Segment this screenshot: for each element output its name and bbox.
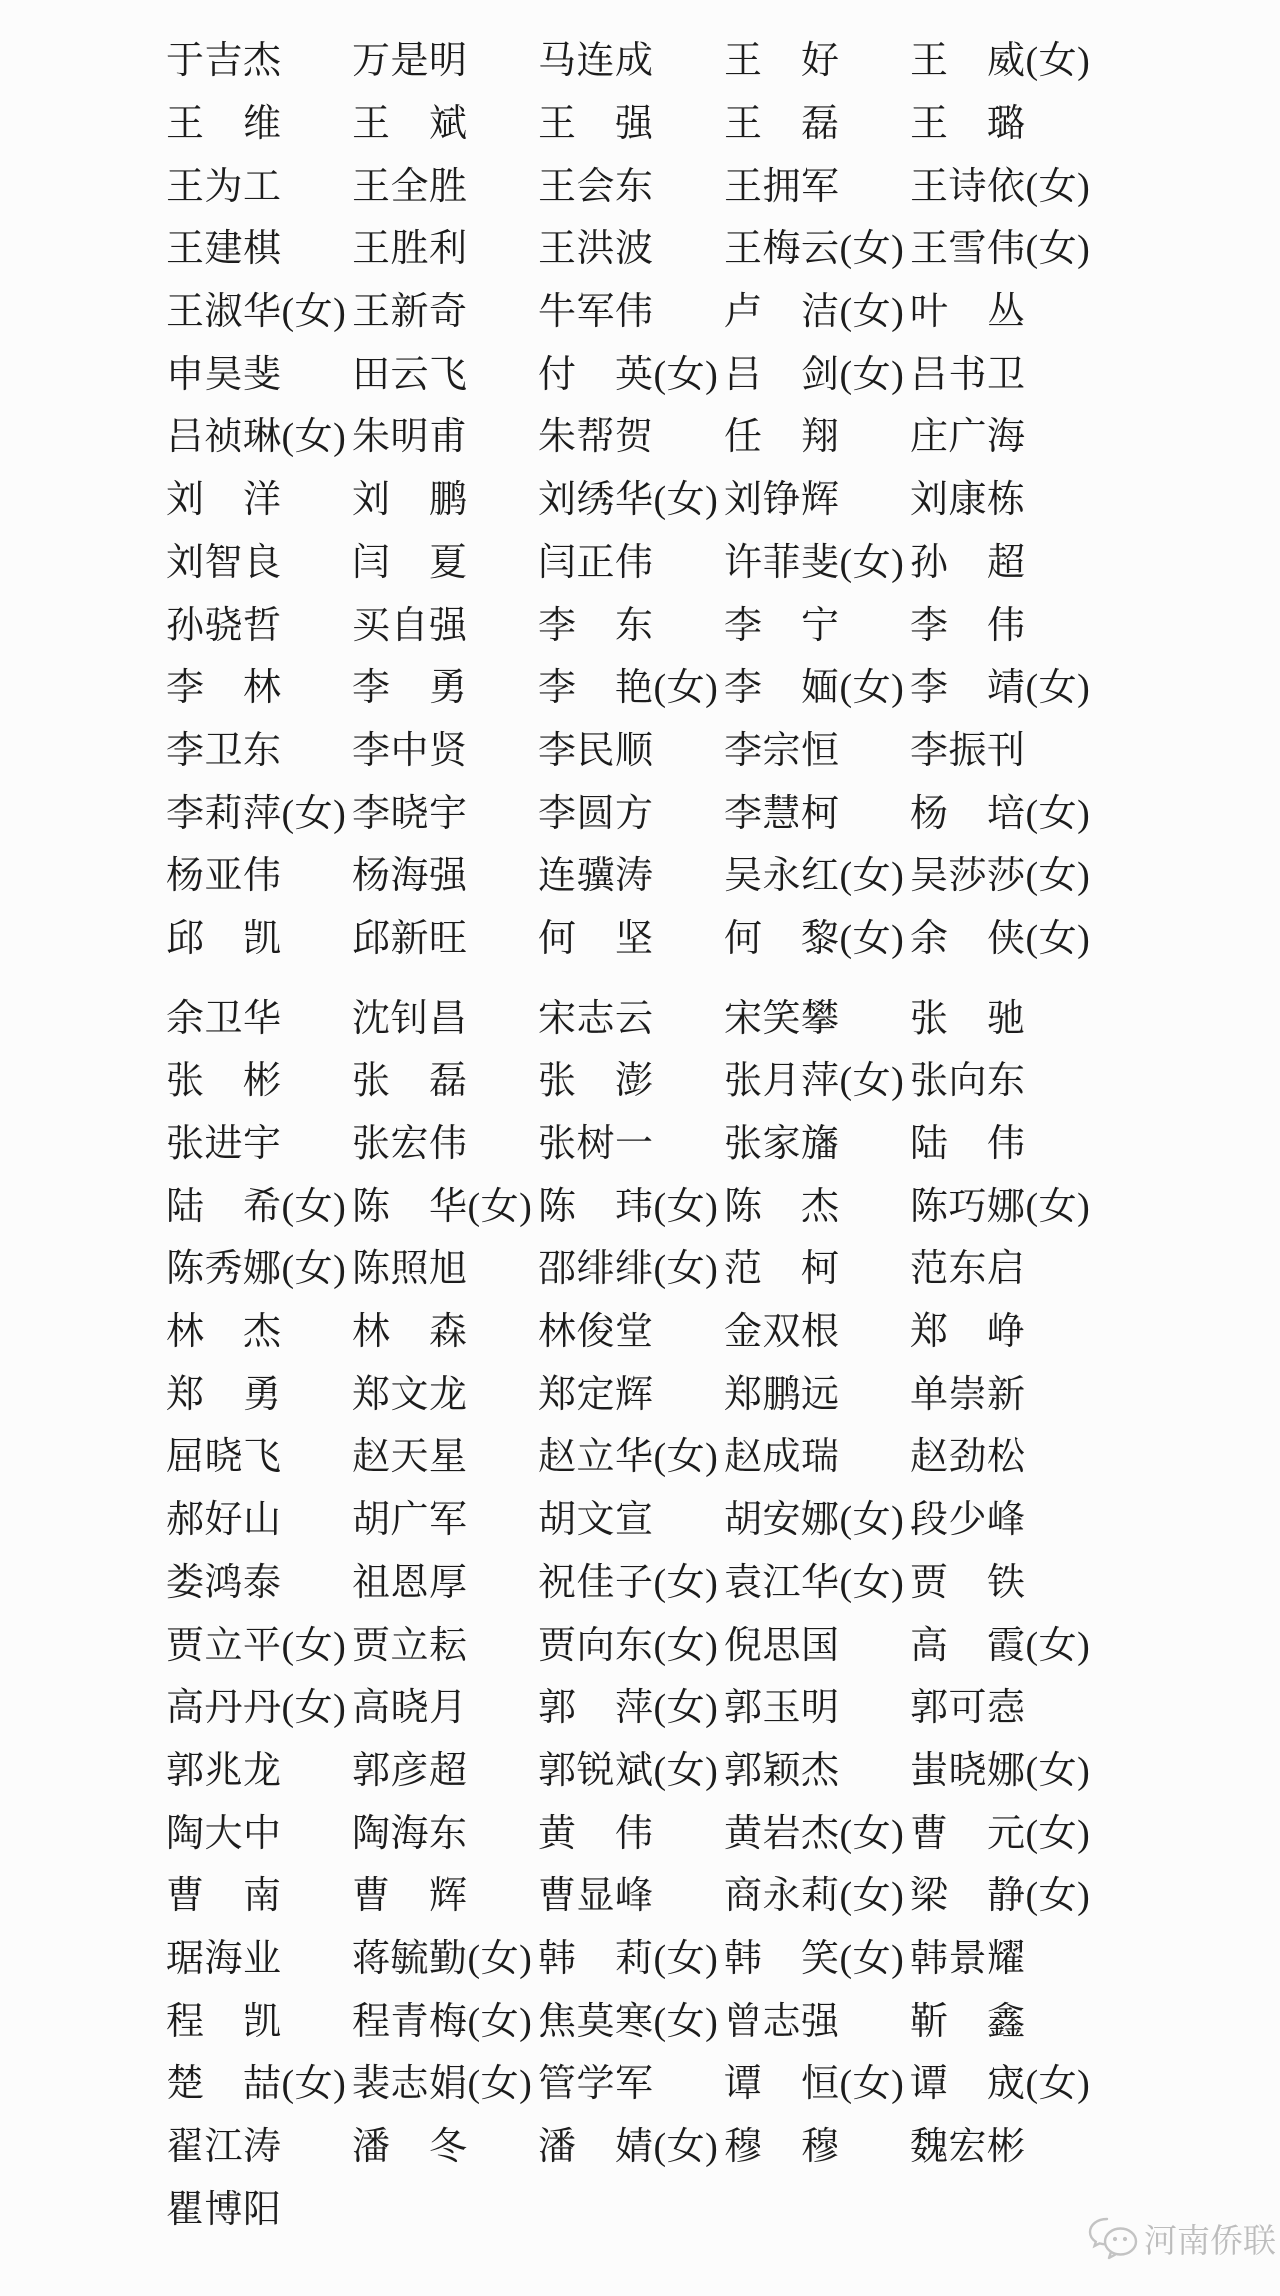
- roster-name: 刘 洋: [166, 479, 282, 522]
- roster-name: 祝佳子(女): [538, 1561, 719, 1604]
- roster-name: 余 侠(女): [910, 917, 1091, 960]
- roster-name: 田云飞: [352, 353, 468, 396]
- roster-name: 张宏伟: [352, 1123, 468, 1166]
- roster-name: 李圆方: [538, 792, 654, 835]
- roster-name: 张 磊: [352, 1060, 468, 1103]
- roster-name: 牛军伟: [538, 291, 654, 334]
- roster-name: 谭 恒(女): [724, 2063, 905, 2106]
- table-row: [166, 1990, 1276, 2053]
- roster-name: 赵成瑞: [724, 1436, 840, 1479]
- roster-name: 马连成: [538, 40, 654, 83]
- roster-name: 王 磊: [724, 103, 840, 146]
- roster-name: 贾立平(女): [166, 1624, 347, 1667]
- roster-name: 李慧柯: [724, 792, 840, 835]
- roster-name: 郭兆龙: [166, 1749, 282, 1792]
- roster-name: 王 强: [538, 103, 654, 146]
- roster-name: 何 黎(女): [724, 917, 905, 960]
- roster-name: 王诗依(女): [910, 165, 1091, 208]
- roster-name: 王洪波: [538, 228, 654, 271]
- table-row: [166, 2116, 1276, 2179]
- table-row: [166, 908, 1276, 971]
- roster-name: 韩景耀: [910, 1937, 1026, 1980]
- roster-name: 王胜利: [352, 228, 468, 271]
- roster-name: 赵天星: [352, 1436, 468, 1479]
- roster-name: 蚩晓娜(女): [910, 1749, 1091, 1792]
- roster-name: 胡安娜(女): [724, 1499, 905, 1542]
- roster-name: 孙骁哲: [166, 604, 282, 647]
- roster-name: 杨海强: [352, 855, 468, 898]
- roster-name: 黄 伟: [538, 1812, 654, 1855]
- roster-name: 陆 伟: [910, 1123, 1026, 1166]
- roster-name: 翟江涛: [166, 2126, 282, 2169]
- roster-name: 王建棋: [166, 228, 282, 271]
- roster-name: 张向东: [910, 1060, 1026, 1103]
- roster-name: 于吉杰: [166, 40, 282, 83]
- watermark-label: 河南侨联: [1144, 2222, 1276, 2259]
- roster-name: 王 斌: [352, 103, 468, 146]
- roster-name: 郭颖杰: [724, 1749, 840, 1792]
- roster-name: 刘 鹏: [352, 479, 468, 522]
- roster-name: 孙 超: [910, 541, 1026, 584]
- roster-name: 裴志娟(女): [352, 2063, 533, 2106]
- roster-name: 高晓月: [352, 1687, 468, 1730]
- table-row: [166, 1489, 1276, 1552]
- roster-name: 高丹丹(女): [166, 1687, 347, 1730]
- table-row: [166, 987, 1276, 1050]
- roster-name: 曹 南: [166, 1875, 282, 1918]
- roster-name: 李 伟: [910, 604, 1026, 647]
- roster-name: 潘 婧(女): [538, 2126, 719, 2169]
- roster-name: 陈照旭: [352, 1248, 468, 1291]
- roster-name: 林俊堂: [538, 1311, 654, 1354]
- roster-name: 陈巧娜(女): [910, 1185, 1091, 1228]
- roster-name: 娄鸿泰: [166, 1561, 282, 1604]
- table-row: [166, 720, 1276, 783]
- roster-name: 陈 玮(女): [538, 1185, 719, 1228]
- roster-name: 李民顺: [538, 729, 654, 772]
- roster-name: 穆 穆: [724, 2126, 840, 2169]
- roster-name: 李 媔(女): [724, 667, 905, 710]
- roster-name: 郝好山: [166, 1499, 282, 1542]
- roster-name: 张月萍(女): [724, 1060, 905, 1103]
- roster-name: 李中贤: [352, 729, 468, 772]
- roster-name: 叶 丛: [910, 291, 1026, 334]
- roster-name: 郭玉明: [724, 1687, 840, 1730]
- table-row: [166, 657, 1276, 720]
- table-row: [166, 155, 1276, 218]
- table-row: [166, 532, 1276, 595]
- roster-name: 张进宇: [166, 1123, 282, 1166]
- roster-name: 李 东: [538, 604, 654, 647]
- roster-name: 潘 冬: [352, 2126, 468, 2169]
- roster-name: 陈秀娜(女): [166, 1248, 347, 1291]
- table-row: [166, 1928, 1276, 1991]
- roster-name: 朱帮贺: [538, 416, 654, 459]
- roster-name: 赵劲松: [910, 1436, 1026, 1479]
- roster-name: 靳 鑫: [910, 2000, 1026, 2043]
- roster-name: 曹 元(女): [910, 1812, 1091, 1855]
- roster-name: 韩 笑(女): [724, 1937, 905, 1980]
- roster-name: 张家旛: [724, 1123, 840, 1166]
- roster-name: 蒋毓勤(女): [352, 1937, 533, 1980]
- roster-name: 瞿博阳: [166, 2188, 282, 2231]
- table-row: [166, 782, 1276, 845]
- table-row: [166, 1677, 1276, 1740]
- roster-name: 万是明: [352, 40, 468, 83]
- roster-name: 贾 铁: [910, 1561, 1026, 1604]
- wechat-bubbles-icon: [1087, 2217, 1139, 2261]
- roster-name: 陶海东: [352, 1812, 468, 1855]
- table-row: [166, 2053, 1276, 2116]
- roster-name: 王 威(女): [910, 40, 1091, 83]
- roster-name: 曾志强: [724, 2000, 840, 2043]
- roster-name: 单崇新: [910, 1373, 1026, 1416]
- roster-name: 付 英(女): [538, 353, 719, 396]
- roster-name: 申昊斐: [166, 353, 282, 396]
- roster-name: 闫 夏: [352, 541, 468, 584]
- roster-name: 曹 辉: [352, 1875, 468, 1918]
- roster-name: 袁江华(女): [724, 1561, 905, 1604]
- roster-name: 闫正伟: [538, 541, 654, 584]
- roster-name: 卢 洁(女): [724, 291, 905, 334]
- roster-name: 李振刊: [910, 729, 1026, 772]
- roster-name: 吕书卫: [910, 353, 1026, 396]
- roster-name: 刘康栋: [910, 479, 1026, 522]
- roster-name: 吴莎莎(女): [910, 855, 1091, 898]
- table-row: [166, 1363, 1276, 1426]
- roster-name: 郭彦超: [352, 1749, 468, 1792]
- roster-name: 张 澎: [538, 1060, 654, 1103]
- roster-name: 张树一: [538, 1123, 654, 1166]
- roster-name: 李 艳(女): [538, 667, 719, 710]
- table-row: [166, 1301, 1276, 1364]
- roster-name: 何 坚: [538, 917, 654, 960]
- table-row: [166, 281, 1276, 344]
- roster-name: 李晓宇: [352, 792, 468, 835]
- roster-name: 商永莉(女): [724, 1875, 905, 1918]
- roster-name: 杨 培(女): [910, 792, 1091, 835]
- roster-name: 郑鹏远: [724, 1373, 840, 1416]
- table-row: [166, 1865, 1276, 1928]
- roster-name: 郑 峥: [910, 1311, 1026, 1354]
- roster-name: 范 柯: [724, 1248, 840, 1291]
- roster-name: 刘绣华(女): [538, 479, 719, 522]
- roster-name: 韩 莉(女): [538, 1937, 719, 1980]
- roster-name: 邱新旺: [352, 917, 468, 960]
- roster-name: 买自强: [352, 604, 468, 647]
- roster-name: 王 好: [724, 40, 840, 83]
- roster-name: 曹显峰: [538, 1875, 654, 1918]
- roster-name: 焦莫寒(女): [538, 2000, 719, 2043]
- roster-name: 刘智良: [166, 541, 282, 584]
- roster-name: 琚海业: [166, 1937, 282, 1980]
- table-row: [166, 1802, 1276, 1865]
- table-row: [166, 1175, 1276, 1238]
- roster-name: 程 凯: [166, 2000, 282, 2043]
- roster-name: 王梅云(女): [724, 228, 905, 271]
- roster-name: 管学军: [538, 2063, 654, 2106]
- roster-name: 王全胜: [352, 165, 468, 208]
- roster-name: 郑定辉: [538, 1373, 654, 1416]
- table-row: [166, 1238, 1276, 1301]
- watermark: [1087, 2215, 1276, 2262]
- roster-name: 余卫华: [166, 997, 282, 1040]
- roster-name: 朱明甫: [352, 416, 468, 459]
- table-row: [166, 469, 1276, 532]
- roster-name: 陶大中: [166, 1812, 282, 1855]
- table-row: [166, 93, 1276, 156]
- roster-name: 赵立华(女): [538, 1436, 719, 1479]
- roster-name: 王淑华(女): [166, 291, 347, 334]
- roster-name: 王 维: [166, 103, 282, 146]
- roster-name: 王为工: [166, 165, 282, 208]
- table-row: [166, 218, 1276, 281]
- roster-name: 胡广军: [352, 1499, 468, 1542]
- roster-name: 李卫东: [166, 729, 282, 772]
- roster-name: 范东启: [910, 1248, 1026, 1291]
- table-row: [166, 343, 1276, 406]
- roster-name: 程青梅(女): [352, 2000, 533, 2043]
- roster-name: 高 霞(女): [910, 1624, 1091, 1667]
- roster-name: 吴永红(女): [724, 855, 905, 898]
- roster-name: 郭 萍(女): [538, 1687, 719, 1730]
- table-row: [166, 406, 1276, 469]
- roster-name: 王雪伟(女): [910, 228, 1091, 271]
- roster-name: 李 宁: [724, 604, 840, 647]
- roster-name: 李宗恒: [724, 729, 840, 772]
- roster-name: 黄岩杰(女): [724, 1812, 905, 1855]
- roster-name: 宋志云: [538, 997, 654, 1040]
- roster-name: 陆 希(女): [166, 1185, 347, 1228]
- roster-name: 魏宏彬: [910, 2126, 1026, 2169]
- roster-name: 郭锐斌(女): [538, 1749, 719, 1792]
- roster-name: 谭 宬(女): [910, 2063, 1091, 2106]
- roster-name: 郑 勇: [166, 1373, 282, 1416]
- roster-name: 祖恩厚: [352, 1561, 468, 1604]
- roster-name: 吕 剑(女): [724, 353, 905, 396]
- roster-name: 杨亚伟: [166, 855, 282, 898]
- roster-name: 吕祯琳(女): [166, 416, 347, 459]
- roster-name: 胡文宣: [538, 1499, 654, 1542]
- roster-name: 李 勇: [352, 667, 468, 710]
- table-row: [166, 1113, 1276, 1176]
- roster-name: 张 彬: [166, 1060, 282, 1103]
- roster-name: 刘铮辉: [724, 479, 840, 522]
- table-row: [166, 594, 1276, 657]
- table-row: [166, 1614, 1276, 1677]
- roster-name: 任 翔: [724, 416, 840, 459]
- roster-name: 梁 静(女): [910, 1875, 1091, 1918]
- roster-name: 邵绯绯(女): [538, 1248, 719, 1291]
- table-row: [166, 1740, 1276, 1803]
- roster-name: 王拥军: [724, 165, 840, 208]
- table-row: [166, 1050, 1276, 1113]
- roster-name: 段少峰: [910, 1499, 1026, 1542]
- roster-name: 张 驰: [910, 997, 1026, 1040]
- roster-name: 李 靖(女): [910, 667, 1091, 710]
- roster-name: 屈晓飞: [166, 1436, 282, 1479]
- roster-name: 王新奇: [352, 291, 468, 334]
- table-row: [166, 1426, 1276, 1489]
- roster-name: 楚 喆(女): [166, 2063, 347, 2106]
- roster-name: 倪思国: [724, 1624, 840, 1667]
- roster-name: 沈钊昌: [352, 997, 468, 1040]
- roster-name: 陈 杰: [724, 1185, 840, 1228]
- roster-name: 邱 凯: [166, 917, 282, 960]
- table-row: [166, 30, 1276, 93]
- roster-name: 贾立耘: [352, 1624, 468, 1667]
- roster-name: 金双根: [724, 1311, 840, 1354]
- roster-name: 郭可悫: [910, 1687, 1026, 1730]
- roster-name: 王 璐: [910, 103, 1026, 146]
- roster-name: 林 杰: [166, 1311, 282, 1354]
- roster-name: 贾向东(女): [538, 1624, 719, 1667]
- roster-name: 许菲斐(女): [724, 541, 905, 584]
- roster-name: 李 林: [166, 667, 282, 710]
- roster-name: 王会东: [538, 165, 654, 208]
- roster-name: 林 森: [352, 1311, 468, 1354]
- table-row: [166, 1552, 1276, 1615]
- table-row: [166, 845, 1276, 908]
- name-roster: [166, 30, 1276, 2241]
- roster-name: 庄广海: [910, 416, 1026, 459]
- roster-name: 郑文龙: [352, 1373, 468, 1416]
- roster-name: 连骥涛: [538, 855, 654, 898]
- roster-name: 李莉萍(女): [166, 792, 347, 835]
- roster-name: 宋笑攀: [724, 997, 840, 1040]
- roster-name: 陈 华(女): [352, 1185, 533, 1228]
